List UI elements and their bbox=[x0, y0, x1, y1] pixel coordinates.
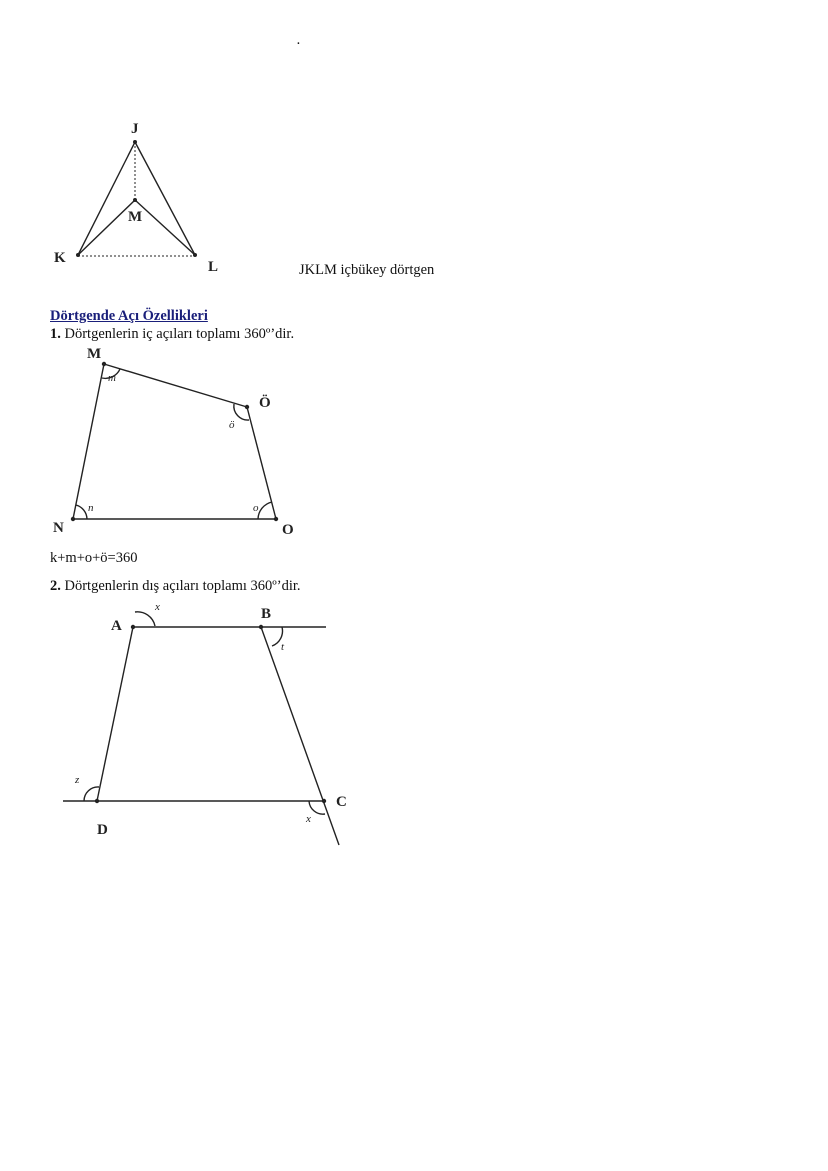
label-o: O bbox=[282, 522, 294, 538]
label-a: A bbox=[111, 618, 122, 634]
edge-m-o-umlaut bbox=[104, 364, 247, 407]
label-l: L bbox=[208, 259, 219, 275]
figure1-caption: JKLM içbükey dörtgen bbox=[299, 262, 435, 278]
vertex-k bbox=[76, 253, 80, 257]
edge-km bbox=[78, 200, 135, 255]
angle-o: o bbox=[253, 502, 259, 514]
edge-lm bbox=[135, 200, 195, 255]
vertex-m bbox=[133, 198, 137, 202]
arc-n bbox=[76, 505, 87, 519]
edge-ad bbox=[97, 627, 133, 801]
figure-concave-quadrilateral bbox=[0, 0, 828, 300]
edge-n-m bbox=[73, 364, 104, 519]
angle-m: m bbox=[108, 372, 116, 384]
label-b: B bbox=[261, 606, 272, 622]
rule-1-text: Dörtgenlerin iç açıları toplamı 360º’dir. bbox=[60, 326, 295, 342]
label-o-umlaut: Ö bbox=[259, 395, 271, 411]
arc-x-bottom bbox=[309, 801, 325, 814]
rule-2 bbox=[50, 578, 301, 595]
vertex-j bbox=[133, 140, 137, 144]
section-title: Dörtgende Açı Özellikleri bbox=[50, 308, 208, 324]
angle-z: z bbox=[75, 774, 80, 786]
label-n: N bbox=[53, 520, 64, 536]
edge-jk bbox=[78, 142, 135, 255]
label-c: C bbox=[336, 794, 347, 810]
label-m: M bbox=[128, 209, 143, 225]
line-bc-extended bbox=[261, 627, 339, 845]
figure-interior-angles bbox=[0, 340, 400, 550]
rule-2-number: 2. bbox=[50, 578, 61, 594]
angle-x-top: x bbox=[155, 601, 160, 613]
label-k: K bbox=[54, 250, 66, 266]
angle-t: t bbox=[281, 641, 285, 653]
formula: k+m+o+ö=360 bbox=[50, 550, 138, 566]
edge-jl bbox=[135, 142, 195, 255]
vertex-l bbox=[193, 253, 197, 257]
label-m: M bbox=[87, 346, 102, 362]
angle-n: n bbox=[88, 502, 94, 514]
arc-o bbox=[258, 502, 272, 519]
rule-1-number: 1. bbox=[50, 326, 61, 342]
label-j: J bbox=[131, 121, 139, 137]
label-d: D bbox=[97, 822, 108, 838]
angle-x-bottom: x bbox=[306, 813, 311, 825]
top-dot: · bbox=[296, 36, 301, 52]
arc-x-top bbox=[135, 612, 155, 626]
rule-2-text: Dörtgenlerin dış açıları toplamı 360º’dir. bbox=[60, 578, 301, 594]
figure-exterior-angles bbox=[0, 595, 400, 855]
angle-o-umlaut: ö bbox=[229, 419, 235, 431]
